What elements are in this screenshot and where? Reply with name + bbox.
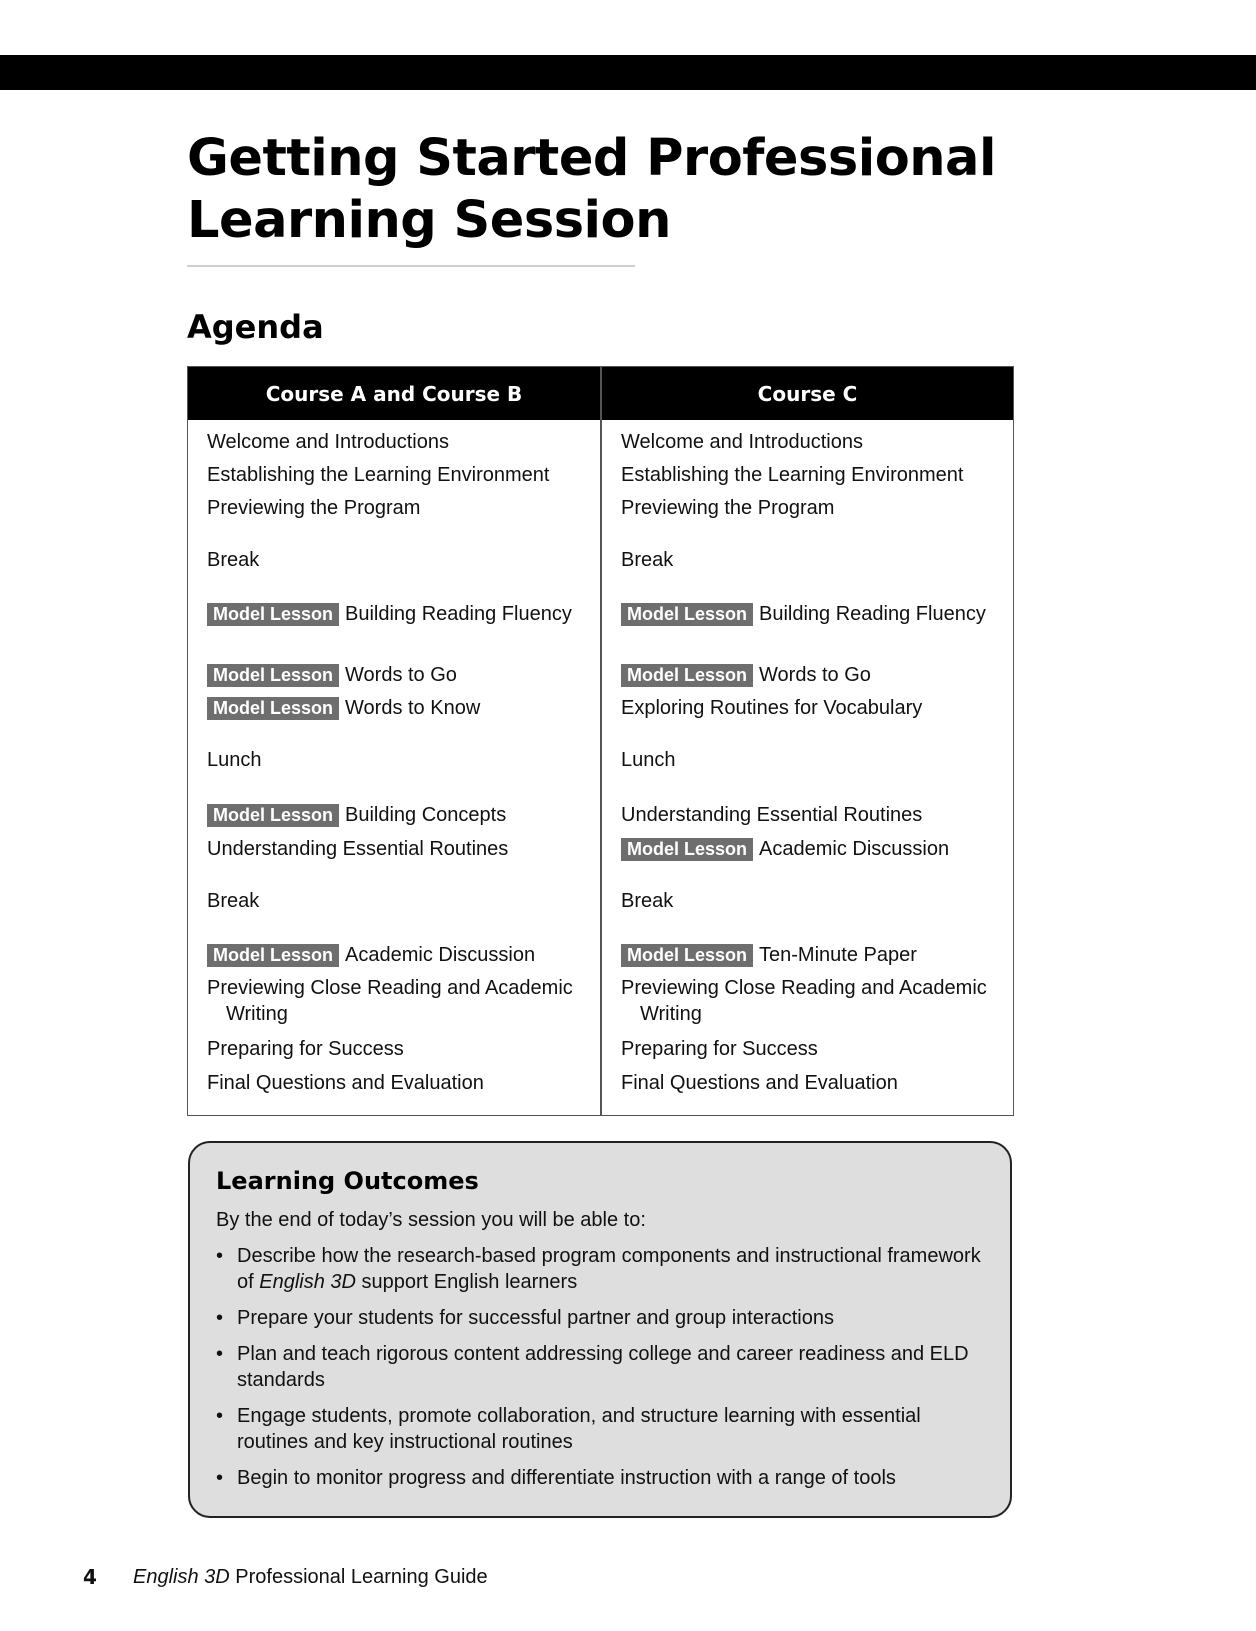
agenda-item: Understanding Essential Routines xyxy=(621,804,923,826)
agenda-item: Break xyxy=(207,549,260,571)
outcome-bullet: • Describe how the research-based program components and instructional framework of English 3D support English learners xyxy=(216,1245,981,1293)
agenda-item: Preparing for Success xyxy=(207,1038,404,1060)
model-lesson-badge: Model Lesson xyxy=(207,804,339,827)
bullet-icon: • xyxy=(216,1467,224,1489)
model-lesson-badge: Model Lesson xyxy=(621,944,753,967)
bullet-icon: • xyxy=(216,1405,224,1427)
agenda-item: Break xyxy=(621,890,674,912)
top-black-bar xyxy=(0,55,1256,90)
model-lesson-badge: Model Lesson xyxy=(207,603,339,626)
column-header: Course C xyxy=(602,367,1013,420)
page-title xyxy=(187,128,996,252)
agenda-item: Model Lesson Ten-Minute Paper xyxy=(621,942,1028,968)
agenda-item: Establishing the Learning Environment xyxy=(207,464,550,486)
page-title-line-2: Learning Session xyxy=(187,191,671,250)
bullet-icon: • xyxy=(216,1245,224,1267)
learning-outcomes-title: Learning Outcomes xyxy=(216,1167,479,1195)
agenda-column-course-c xyxy=(602,367,1013,1115)
model-lesson-badge: Model Lesson xyxy=(621,664,753,687)
agenda-item: Final Questions and Evaluation xyxy=(207,1072,484,1094)
agenda-item: Preparing for Success xyxy=(621,1038,818,1060)
agenda-item: Welcome and Introductions xyxy=(621,431,863,453)
agenda-item: Previewing Close Reading and Academic Writing xyxy=(207,977,573,1025)
agenda-item: Break xyxy=(207,890,260,912)
page-title-line-1: Getting Started Professional xyxy=(187,129,996,188)
column-header: Course A and Course B xyxy=(188,367,600,420)
bullet-icon: • xyxy=(216,1343,224,1365)
agenda-table xyxy=(187,366,1014,1116)
agenda-item: Final Questions and Evaluation xyxy=(621,1072,898,1094)
agenda-heading: Agenda xyxy=(187,308,324,346)
agenda-item: Previewing Close Reading and Academic Writing xyxy=(621,977,987,1025)
agenda-item: Exploring Routines for Vocabulary xyxy=(621,697,923,719)
outcome-bullet: • Begin to monitor progress and differentiate instruction with a range of tools xyxy=(216,1467,896,1489)
footer-title: English 3D Professional Learning Guide xyxy=(133,1566,488,1588)
bullet-icon: • xyxy=(216,1307,224,1329)
agenda-item: Lunch xyxy=(621,749,676,771)
model-lesson-badge: Model Lesson xyxy=(207,664,339,687)
agenda-item: Model Lesson Words to Go xyxy=(621,662,1028,688)
outcome-bullet: • Plan and teach rigorous content addressing college and career readiness and ELD standards xyxy=(216,1343,969,1391)
outcome-bullet: • Prepare your students for successful partner and group interactions xyxy=(216,1307,834,1329)
model-lesson-badge: Model Lesson xyxy=(621,838,753,861)
agenda-item: Break xyxy=(621,549,674,571)
agenda-column-course-a-b xyxy=(188,367,600,1115)
outcome-bullet: • Engage students, promote collaboration, and structure learning with essential routines and key instructional routines xyxy=(216,1405,921,1453)
agenda-item: Model Lesson Words to Know xyxy=(207,695,614,721)
agenda-item: Previewing the Program xyxy=(207,497,421,519)
agenda-item: Model Lesson Building Reading Fluency xyxy=(207,601,614,627)
agenda-item: Lunch xyxy=(207,749,262,771)
model-lesson-badge: Model Lesson xyxy=(621,603,753,626)
agenda-item: Model Lesson Academic Discussion xyxy=(207,942,614,968)
agenda-item: Model Lesson Words to Go xyxy=(207,662,614,688)
model-lesson-badge: Model Lesson xyxy=(207,944,339,967)
agenda-item: Welcome and Introductions xyxy=(207,431,449,453)
agenda-item: Previewing the Program xyxy=(621,497,835,519)
agenda-item: Understanding Essential Routines xyxy=(207,838,509,860)
page-number: 4 xyxy=(83,1565,97,1589)
model-lesson-badge: Model Lesson xyxy=(207,697,339,720)
learning-outcomes-intro: By the end of today’s session you will be able to: xyxy=(216,1209,646,1231)
learning-outcomes-box xyxy=(188,1141,1012,1518)
agenda-item: Model Lesson Building Reading Fluency xyxy=(621,601,1028,627)
agenda-item: Model Lesson Building Concepts xyxy=(207,802,614,828)
title-divider xyxy=(187,265,635,267)
agenda-item: Establishing the Learning Environment xyxy=(621,464,964,486)
agenda-item: Model Lesson Academic Discussion xyxy=(621,836,1028,862)
